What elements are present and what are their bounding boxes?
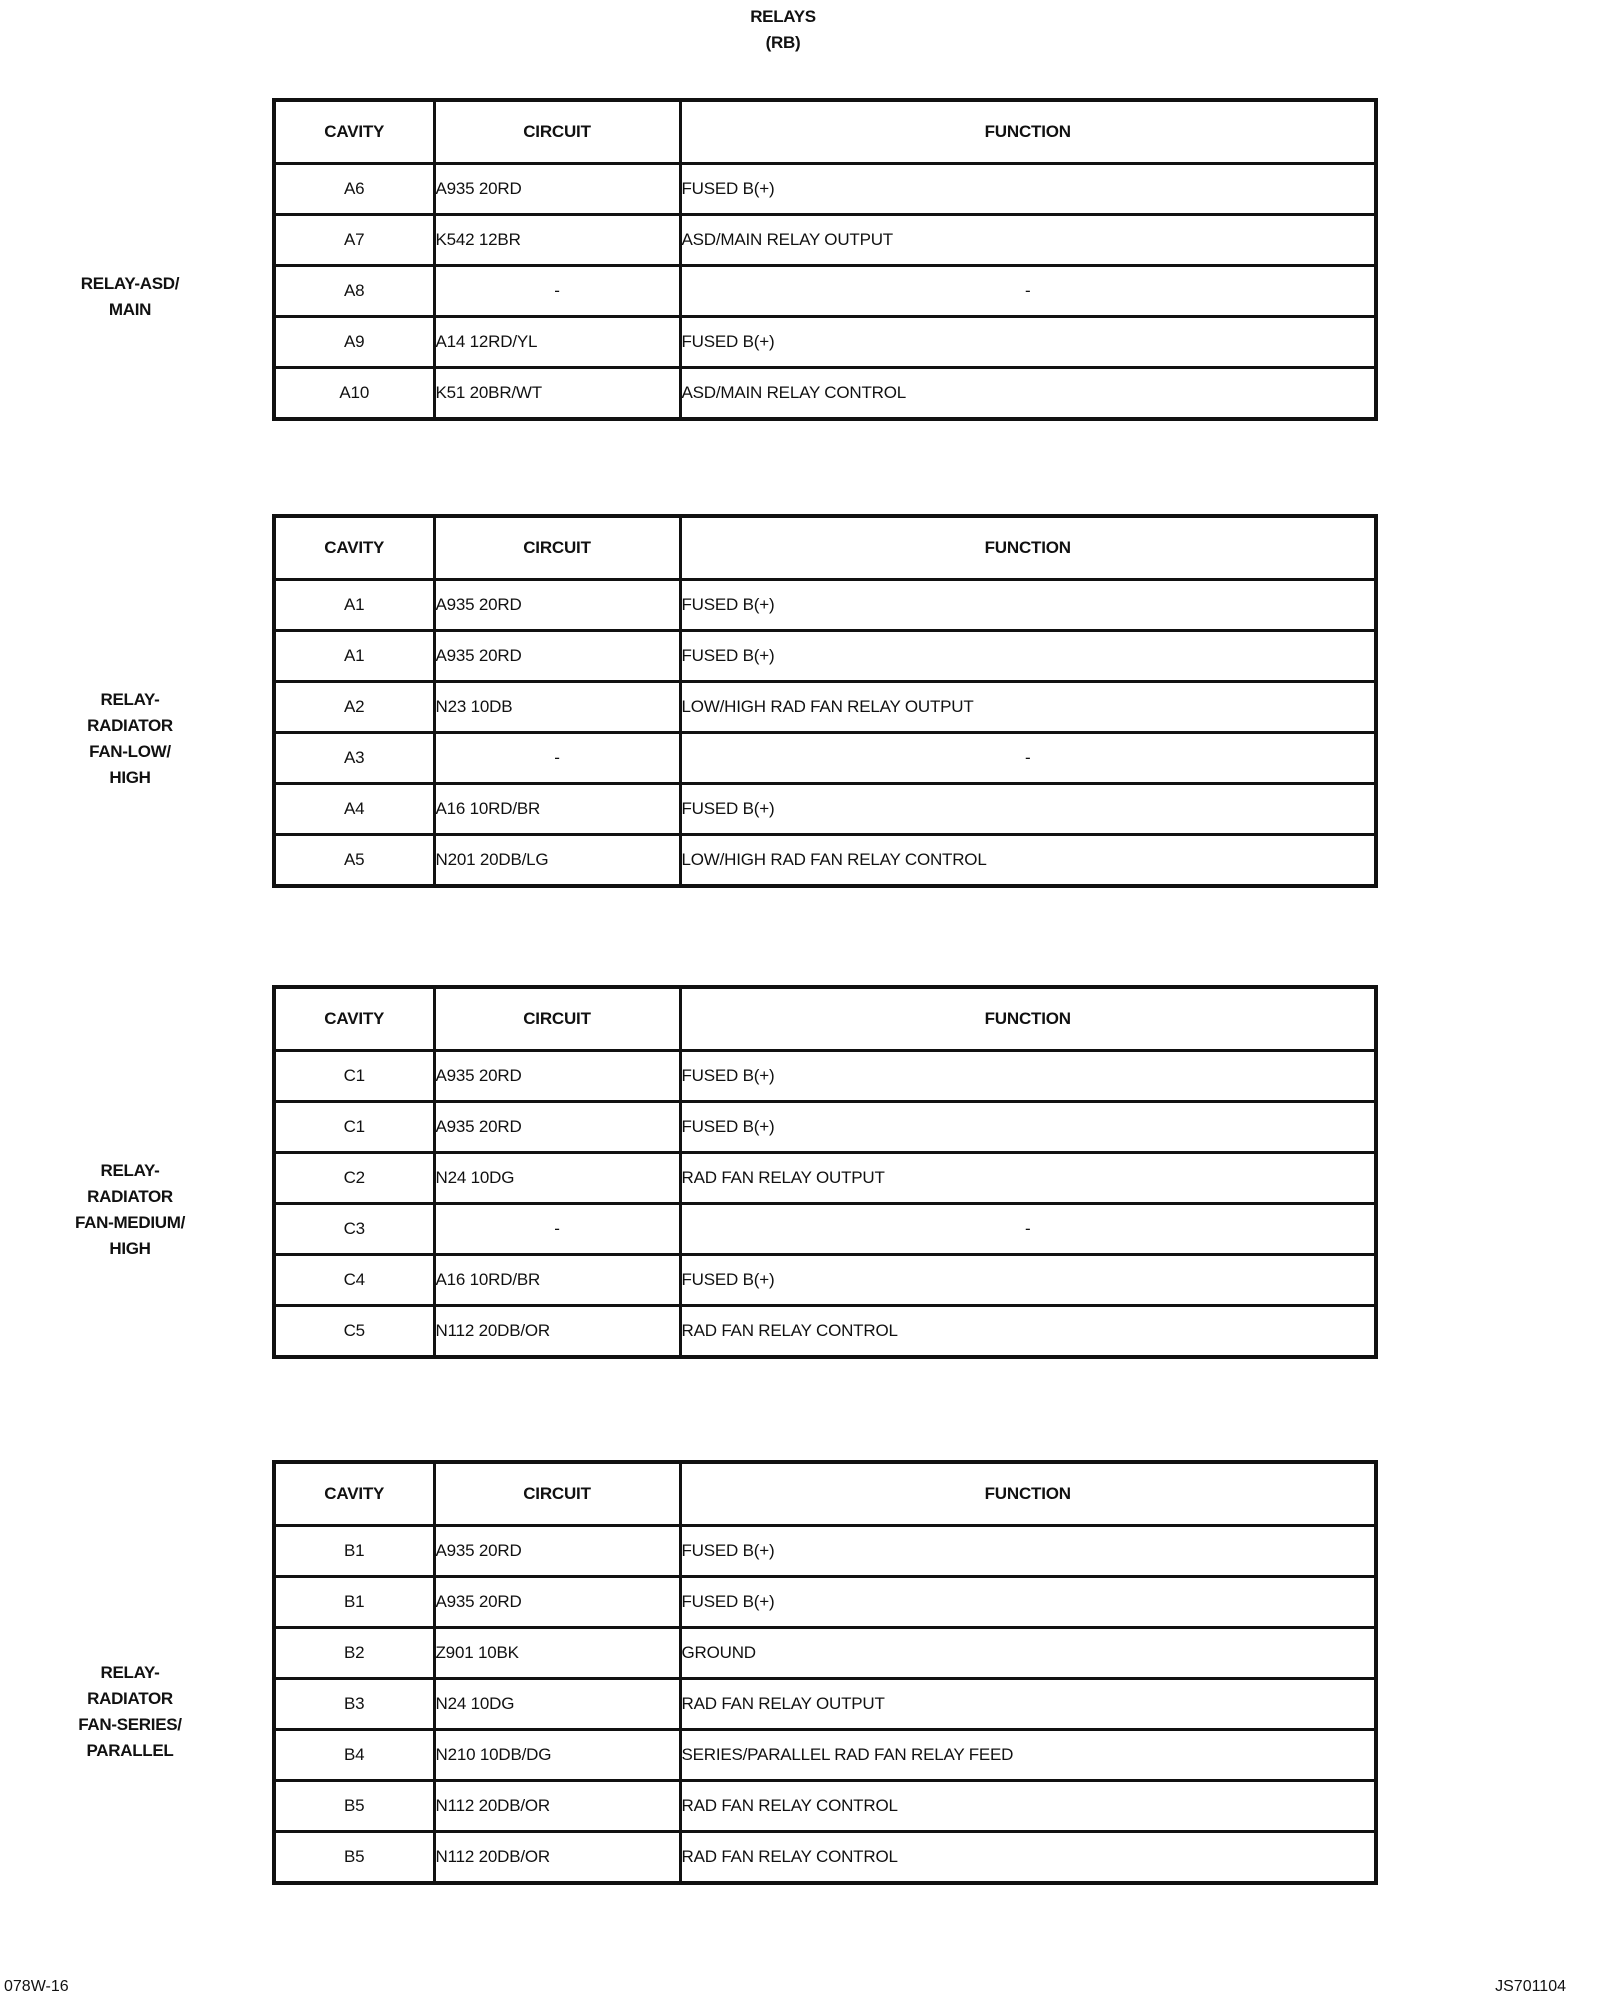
relay-label [50,580,210,898]
circuit-cell: N112 20DB/OR [434,1781,680,1832]
table-row [274,1730,1376,1781]
cavity-cell: B1 [274,1526,434,1577]
circuit-cell: N23 10DB [434,682,680,733]
header-circuit: CIRCUIT [434,516,680,580]
header-cavity: CAVITY [274,1462,434,1526]
table-header-row [274,1462,1376,1526]
pinout-table [272,98,1378,421]
function-cell: GROUND [680,1628,1376,1679]
cavity-cell: A9 [274,317,434,368]
cavity-cell: C1 [274,1102,434,1153]
relay-label-line: RELAY-ASD/ [80,273,180,293]
table-row [274,1526,1376,1577]
cavity-cell: C5 [274,1306,434,1358]
function-cell: RAD FAN RELAY OUTPUT [680,1679,1376,1730]
cavity-cell: A6 [274,164,434,215]
header-circuit: CIRCUIT [434,987,680,1051]
function-cell: LOW/HIGH RAD FAN RELAY CONTROL [680,835,1376,887]
circuit-cell: N210 10DB/DG [434,1730,680,1781]
table-row [274,1679,1376,1730]
relay-label-line: HIGH [109,768,151,787]
cavity-cell: A8 [274,266,434,317]
circuit-cell: A14 12RD/YL [434,317,680,368]
relay-label-line: FAN-LOW/ [89,742,171,761]
function-cell: ASD/MAIN RELAY CONTROL [680,368,1376,420]
function-cell: FUSED B(+) [680,1577,1376,1628]
relay-label-line: HIGH [109,1239,151,1258]
table-header-row [274,987,1376,1051]
relay-label-line: RADIATOR [87,1688,173,1708]
circuit-cell: N24 10DG [434,1153,680,1204]
relay-label-line: PARALLEL [86,1740,174,1760]
cavity-cell: B5 [274,1832,434,1884]
cavity-cell: B2 [274,1628,434,1679]
circuit-cell: Z901 10BK [434,1628,680,1679]
relay-label-line: RADIATOR [87,1187,173,1206]
circuit-cell: - [434,1204,680,1255]
footer-code-right: JS701104 [1495,1978,1566,1995]
function-cell: FUSED B(+) [680,580,1376,631]
table-row [274,1832,1376,1884]
function-cell: - [680,266,1376,317]
cavity-cell: C2 [274,1153,434,1204]
circuit-cell: A935 20RD [434,1526,680,1577]
cavity-cell: A10 [274,368,434,420]
page-title-line2: (RB) [765,33,801,52]
footer-code-left: 078W-16 [4,1978,69,1995]
relay-label [50,164,210,429]
function-cell: FUSED B(+) [680,1051,1376,1102]
table-row [274,835,1376,887]
table-row [274,733,1376,784]
circuit-cell: A16 10RD/BR [434,784,680,835]
function-cell: RAD FAN RELAY CONTROL [680,1832,1376,1884]
relay-label-line: RELAY- [100,690,160,709]
table-row [274,1153,1376,1204]
table-row [274,1781,1376,1832]
circuit-cell: A935 20RD [434,580,680,631]
cavity-cell: A7 [274,215,434,266]
cavity-cell: C4 [274,1255,434,1306]
circuit-cell: N112 20DB/OR [434,1832,680,1884]
table-row [274,631,1376,682]
table-row [274,368,1376,420]
header-function: FUNCTION [680,1462,1376,1526]
cavity-cell: B5 [274,1781,434,1832]
circuit-cell: K542 12BR [434,215,680,266]
cavity-cell: A1 [274,580,434,631]
circuit-cell: A935 20RD [434,1102,680,1153]
table-row [274,164,1376,215]
function-cell: ASD/MAIN RELAY OUTPUT [680,215,1376,266]
function-cell: FUSED B(+) [680,784,1376,835]
cavity-cell: B1 [274,1577,434,1628]
table-row [274,1102,1376,1153]
page-title-line1: RELAYS [750,7,816,26]
header-cavity: CAVITY [274,987,434,1051]
cavity-cell: C3 [274,1204,434,1255]
header-circuit: CIRCUIT [434,1462,680,1526]
header-function: FUNCTION [680,987,1376,1051]
table-row [274,1577,1376,1628]
circuit-cell: N201 20DB/LG [434,835,680,887]
table-row [274,1255,1376,1306]
function-cell: FUSED B(+) [680,1102,1376,1153]
cavity-cell: B4 [274,1730,434,1781]
relay-label-line: FAN-MEDIUM/ [74,1213,186,1232]
cavity-cell: A1 [274,631,434,682]
pinout-table [272,514,1378,888]
table-row [274,580,1376,631]
relay-label-line: RADIATOR [87,716,173,735]
circuit-cell: A935 20RD [434,164,680,215]
table-row [274,1306,1376,1358]
circuit-cell: A16 10RD/BR [434,1255,680,1306]
pinout-table [272,1460,1378,1885]
function-cell: FUSED B(+) [680,1526,1376,1577]
relay-label [50,1051,210,1369]
table-row [274,1051,1376,1102]
cavity-cell: A4 [274,784,434,835]
cavity-cell: A2 [274,682,434,733]
function-cell: SERIES/PARALLEL RAD FAN RELAY FEED [680,1730,1376,1781]
function-cell: RAD FAN RELAY OUTPUT [680,1153,1376,1204]
function-cell: FUSED B(+) [680,631,1376,682]
header-function: FUNCTION [680,516,1376,580]
cavity-cell: A5 [274,835,434,887]
function-cell: FUSED B(+) [680,1255,1376,1306]
function-cell: - [680,1204,1376,1255]
pinout-table [272,985,1378,1359]
table-header-row [274,100,1376,164]
relay-label-line: MAIN [108,299,152,319]
table-row [274,1204,1376,1255]
header-function: FUNCTION [680,100,1376,164]
circuit-cell: - [434,733,680,784]
table-row [274,682,1376,733]
table-row [274,784,1376,835]
header-cavity: CAVITY [274,100,434,164]
cavity-cell: C1 [274,1051,434,1102]
table-row [274,215,1376,266]
relay-label-line: FAN-SERIES/ [78,1714,182,1734]
header-circuit: CIRCUIT [434,100,680,164]
circuit-cell: K51 20BR/WT [434,368,680,420]
table-header-row [274,516,1376,580]
function-cell: RAD FAN RELAY CONTROL [680,1306,1376,1358]
relay-label-line: RELAY- [100,1662,160,1682]
relay-label [50,1526,210,1897]
table-row [274,1628,1376,1679]
cavity-cell: B3 [274,1679,434,1730]
circuit-cell: A935 20RD [434,631,680,682]
circuit-cell: A935 20RD [434,1051,680,1102]
function-cell: - [680,733,1376,784]
relay-label-line: RELAY- [100,1161,160,1180]
function-cell: FUSED B(+) [680,164,1376,215]
cavity-cell: A3 [274,733,434,784]
circuit-cell: N24 10DG [434,1679,680,1730]
circuit-cell: N112 20DB/OR [434,1306,680,1358]
header-cavity: CAVITY [274,516,434,580]
page-title [0,4,1566,56]
function-cell: RAD FAN RELAY CONTROL [680,1781,1376,1832]
table-row [274,266,1376,317]
table-row [274,317,1376,368]
function-cell: FUSED B(+) [680,317,1376,368]
function-cell: LOW/HIGH RAD FAN RELAY OUTPUT [680,682,1376,733]
circuit-cell: A935 20RD [434,1577,680,1628]
circuit-cell: - [434,266,680,317]
